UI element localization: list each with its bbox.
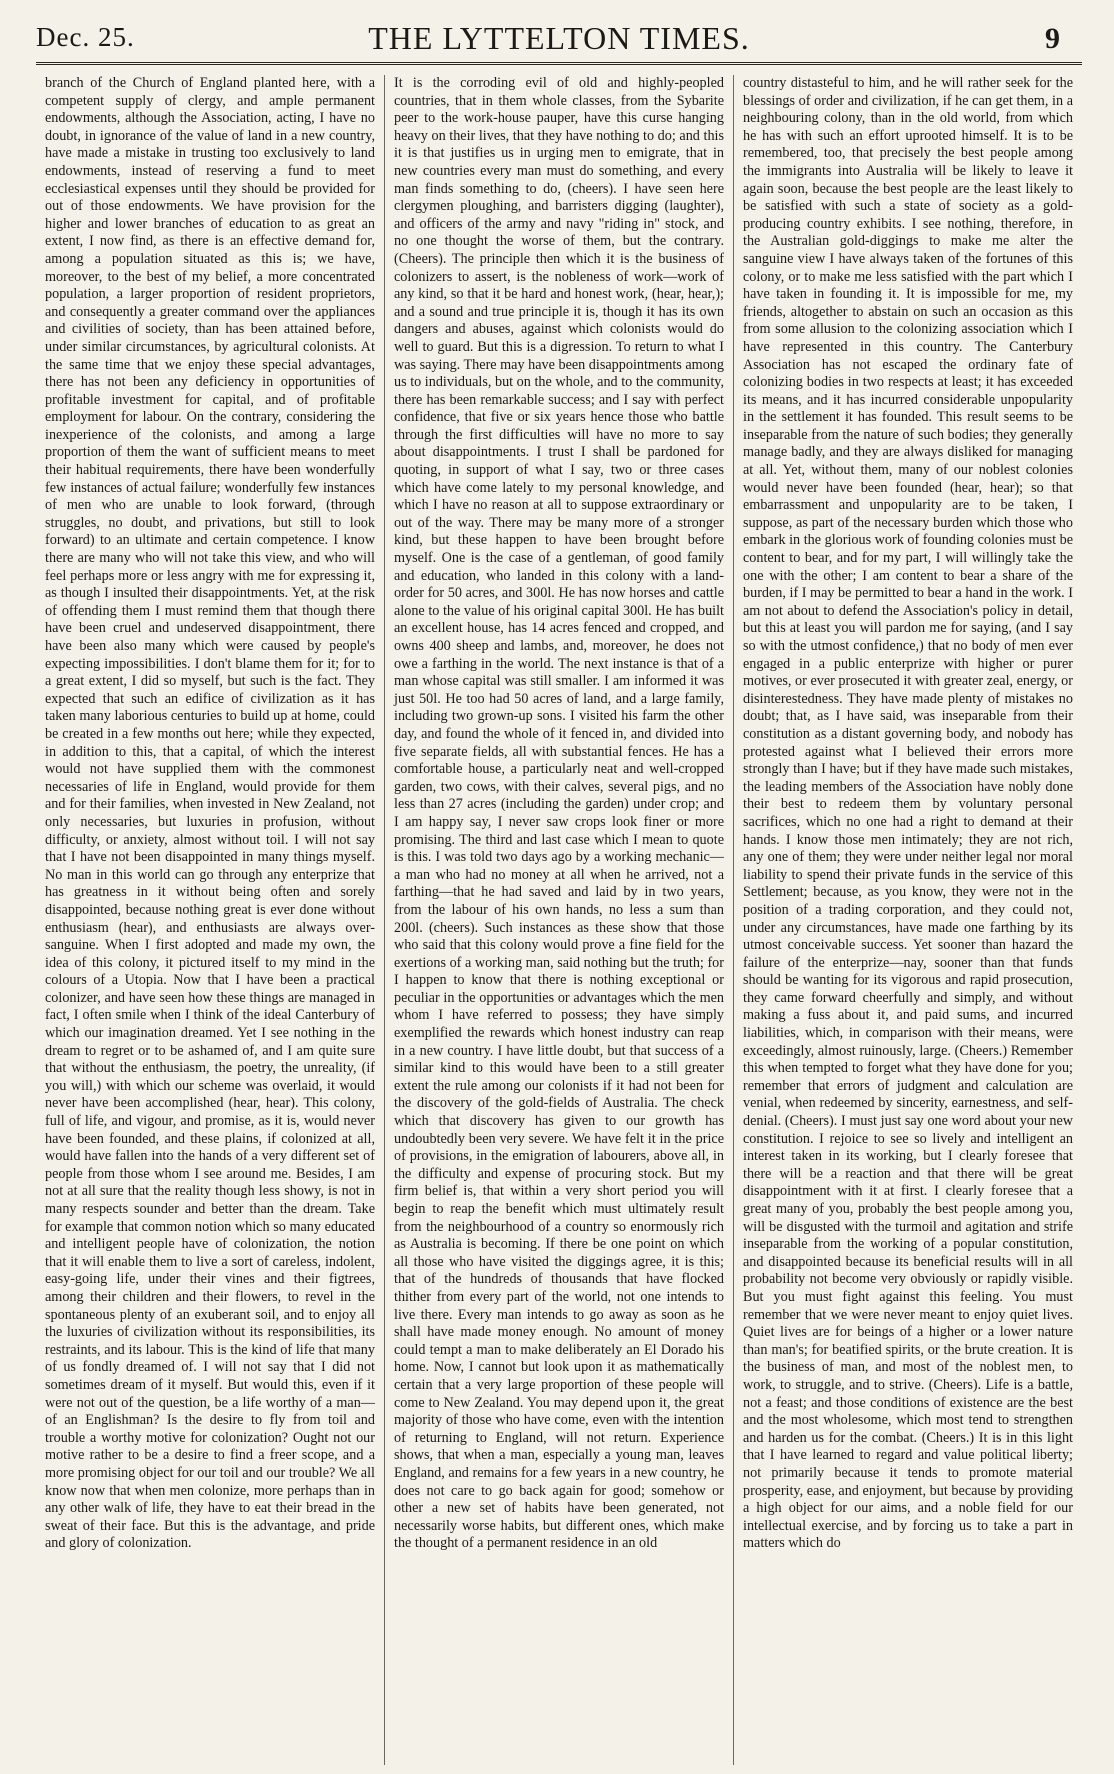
column-3-text: country distasteful to him, and he will rather seek for the blessings of order and civilization, if he can get them, in a neighbouring colony, than in the old world, from which he has with such an effort uprooted himself. It is to be remembered, too, that precisely the best people among the immigrants into Australia will be likely to leave it again soon, because the best people are the least likely to be satisfied with such a state of society as a gold-producing country exhibits. I see nothing, therefore, in the Australian gold-diggings to make me alter the sanguine view I have always taken of the fortunes of this colony, or to make me less satisfied with the part which I have taken in founding it. It is impossible for me, my friends, altogether to abstain on such an occasion as this from some allusion to the colonizing association which I have represented in this country. The Canterbury Association has not escaped the ordinary fate of colonizing bodies in two respects at least; it has exceeded its means, and it has incurred considerable unpopularity in the settlement it has founded. This result seems to be inseparable from the nature of such bodies; they generally manage badly, and they are always disliked for managing at all. Yet, without them, many of our noblest colonies would never have been founded (hear, hear); so that embarrassment and unpopularity are to be taken, I suppose, as part of the necessary burden which those who embark in the glorious work of founding colonies must be content to bear, and for my part, I will willingly take the one with the other; I am content to bear a share of the burden, if I may be permitted to bear a hand in the work. I am not about to defend the Association's policy in detail, but this at least you will pardon me for saying, (and I say so with the utmost confidence,) that no body of men ever engaged in a public enterprize with higher or purer motives, or ever prosecuted it with greater zeal, energy, or disinterestedness. They have made plenty of mistakes no doubt; that, as I have said, was inseparable from their constitution as a distant governing body, and nobody has protested against what I believed their errors more strongly than I have; but if they have made such mistakes, the leading members of the Association have nobly done their best to redeem them by voluntary personal sacrifices, which no one had a right to demand at their hands. I know those men intimately; they are not rich, any one of them; they were under neither legal nor moral liability to spend their private funds in the service of this Settlement; because, as you know, they were not in the position of a trading corporation, and they could not, under any circumstances, have made one farthing by its utmost conceivable success. Yet sooner than hazard the failure of the enterprize—nay, sooner than that funds should be wanting for its vigorous and rapid prosecution, they came forward cheerfully and simply, and without making a fuss about it, and paid sums, and incurred liabilities, which, in comparison with their means, were exceedingly, almost ruinously, large. (Cheers.) Remember this when tempted to forget what they have done for you; remember that errors of judgment and calculation are venial, when redeemed by sincerity, earnestness, and self-denial. (Cheers). I must just say one word about your new constitution. I rejoice to see so lively and intelligent an interest taken in its working, but I clearly foresee that there will be a reaction and that there will be great disappointment with it at first. I clearly foresee that a great many of you, probably the best people among you, will be disgusted with the turmoil and agitation and strife inseparable from the working of a popular constitution, and disappointed because its beneficial results will in all probability not become very obviously or rapidly visible. But you must fight against this feeling. You must remember that we were never meant to enjoy quiet lives. Quiet lives are for beings of a higher or a lower nature than man's; for beatified spirits, or the brute creation. It is the business of man, and most of the noblest men, to work, to struggle, and to strive. (Cheers). Life is a battle, not a feast; and those conditions of existence are the best and the most wholesome, which most tend to strengthen and harden us for the combat. (Cheers.) It is in this light that I have learned to regard and value political liberty; not primarily because it tends to promote material prosperity, ease, and enjoyment, but because by providing a high object for our aims, and a noble field for our intellectual exercise, and by forcing us to take a part in matters which do — [743, 75, 1073, 1552]
page-number: 9 — [1045, 22, 1060, 55]
issue-date: Dec. 25. — [36, 22, 135, 52]
article-columns — [36, 75, 1082, 1765]
column-2-text: It is the corroding evil of old and highly-peopled countries, that in them whole classes, from the Sybarite peer to the work-house pauper, have this curse hanging heavy on their lives, that they have nothing to do; and this it is that justifies us in urging men to emigrate, that in new countries every man must do something, and every man finds something to do, (cheers). I have seen here clergymen ploughing, and barristers digging (laughter), and officers of the army and navy "riding in" stock, and no one thought the worse of them, but the contrary. (Cheers). The principle then which it is the business of colonizers to assert, is the nobleness of work—work of any kind, so that it be hard and honest work, (hear, hear,); and a sound and true principle it is, though it has its own dangers and abuses, against which colonists would do well to guard. But this is a digression. To return to what I was saying. There may have been disappointments among us to individuals, but on the whole, and to the community, there has been remarkable success; and I say with perfect confidence, that five or six years hence those who battle through the first difficulties will have no more to say about disappointments. I trust I shall be pardoned for quoting, in support of what I say, two or three cases which have come lately to my personal knowledge, and which I have no reason at all to suppose extraordinary or out of the way. There may be many more of a stronger kind, but these happen to have been brought before myself. One is the case of a gentleman, of good family and education, who landed in this colony with a land-order for 50 acres, and 300l. He has now horses and cattle alone to the value of his original capital 300l. He has built an excellent house, has 14 acres fenced and cropped, and owns 400 sheep and lambs, and, moreover, he does not owe a farthing in the world. The next instance is that of a man whose capital was still smaller. I am informed it was just 50l. He too had 50 acres of land, and a large family, including two grown-up sons. I visited his farm the other day, and found the whole of it fenced in, and divided into five separate fields, all with substantial fences. He has a comfortable house, a particularly neat and well-cropped garden, two cows, with their calves, several pigs, and no less than 27 acres (including the garden) under crop; and I am happy say, I never saw crops look finer or more promising. The third and last case which I mean to quote is this. I was told two days ago by a working mechanic—a man who had no money at all when he arrived, not a farthing—that he had saved and laid by in two years, from the labour of his own hands, no less a sum than 200l. (cheers). Such instances as these show that those who said that this colony would prove a fine field for the exertions of a working man, said nothing but the truth; for I happen to know that there is nothing exceptional or peculiar in the opportunities or advantages which the men whom I have referred to possess; they have simply exemplified the rewards which honest industry can reap in a new country. I have little doubt, but that success of a similar kind to this would have been to a still greater extent the rule among our colonists if it had not been for the discovery of the gold-fields of Australia. The check which that discovery has given to our growth has undoubtedly been very severe. We have felt it in the price of provisions, in the emigration of labourers, above all, in the difficulty and expense of procuring stock. But my firm belief is, that within a very short period you will begin to reap the benefit which must ultimately result from the neighbourhood of a country so enormously rich as Australia is becoming. If there be one point on which all those who have visited the diggings agree, it is this; that of the hundreds of thousands that have flocked thither from every part of the world, not one intends to live there. Every man intends to go away as soon as he shall have made money enough. No amount of money could tempt a man to make deliberately an El Dorado his home. Now, I cannot but look upon it as mathematically certain that a very large proportion of these people will come to New Zealand. You may depend upon it, the great majority of those who have come, even with the intention of returning to England, will not return. Experience shows, that when a man, especially a young man, leaves England, and remains for a few years in a new country, he does not care to go back again for good; somehow or other a new set of habits have been generated, not necessarily worse habits, but different ones, which make the thought of a permanent residence in an old — [394, 75, 724, 1552]
masthead — [36, 16, 1082, 65]
column-3 — [733, 75, 1082, 1765]
newspaper-title: THE LYTTELTON TIMES. — [368, 20, 750, 56]
column-1 — [36, 75, 384, 1765]
column-1-text: branch of the Church of England planted here, with a competent supply of clergy, and ample permanent endowments, although the Association, acting, I have no doubt, in ignorance of the value of land in a new country, have made a mistake in trusting too exclusively to land endowments, instead of reserving a fund to meet ecclesiastical expenses until they should be provided for out of those endowments. We have provision for the higher and lower branches of education to as great an extent, I now find, as there is an effective demand for, among a population situated as this is; we have, moreover, to the best of my belief, a more concentrated population, a larger proportion of resident proprietors, and consequently a greater command over the appliances and civilities of society, than has been attained before, under similar circumstances, by agricultural colonists. At the same time that we enjoy these special advantages, there has not been any deficiency in opportunities of profitable investment for capital, and of profitable employment for labour. On the contrary, considering the inexperience of the colonists, and among a large proportion of them the want of sufficient means to meet their habitual requirements, there have been wonderfully few instances of actual failure; wonderfully few instances of men who are unable to look forward, (through struggles, no doubt, and privations, but still to look forward) to an ultimate and certain competence. I know there are many who will not take this view, and who will feel perhaps more or less angry with me for expressing it, as though I insulted their disappointments. Yet, at the risk of offending them I must remind them that though there have been cruel and undeserved disappointment, there have been also many which were caused by people's expecting impossibilities. I don't blame them for it; for to a great extent, I did so myself, but such is the fact. They expected that such an edifice of civilization as it has taken many laborious centuries to build up at home, could be created in a few months out here; while they expected, in addition to this, that a capital, of which the interest would not have supplied them with the commonest necessaries of life in England, would provide for them and for their families, when invested in New Zealand, not only necessaries, but luxuries in profusion, without difficulty, or anxiety, almost without toil. I will not say that I have not been disappointed in many things myself. No man in this world can go through any enterprize that has greatness in it without being often and sorely disappointed, because nothing great is ever done without enthusiasm (hear), and enthusiasts are always over-sanguine. When I first adopted and made my own, the idea of this colony, it pictured itself to my mind in the colours of a Utopia. Now that I have been a practical colonizer, and have seen how these things are managed in fact, I often smile when I think of the ideal Canterbury of which our imagination dreamed. Yet I see nothing in the dream to regret or to be ashamed of, and I am quite sure that without the enthusiasm, the poetry, the unreality, (if you will,) with which our scheme was overlaid, it would never have been accomplished (hear, hear). This colony, full of life, and vigour, and promise, as it is, would never have been founded, and these plains, if colonized at all, would have fallen into the hands of a very different set of people from those whom I see around me. Besides, I am not at all sure that the reality though less showy, is not in many respects sounder and better than the dream. Take for example that common notion which so many educated and intelligent people have of colonization, the notion that it will enable them to live a sort of careless, indolent, easy-going life, under their vines and their figtrees, among their children and their flowers, to revel in the spontaneous plenty of an exuberant soil, and to enjoy all the luxuries of civilization without its responsibilities, its restraints, and its labour. This is the kind of life that many of us fondly dreamed of. I will not say that I did not sometimes dream of it myself. But would this, even if it were not out of the question, be a life worthy of a man—of an Englishman? Is the desire to fly from toil and trouble a worthy motive for colonization? Ought not our motive rather to be a desire to find a freer scope, and a more promising object for our toil and our trouble? We all know now that when men colonize, more perhaps than in any other walk of life, they have to eat their bread in the sweat of their face. But this is the advantage, and pride and glory of colonization. — [45, 75, 375, 1552]
column-2 — [384, 75, 733, 1765]
